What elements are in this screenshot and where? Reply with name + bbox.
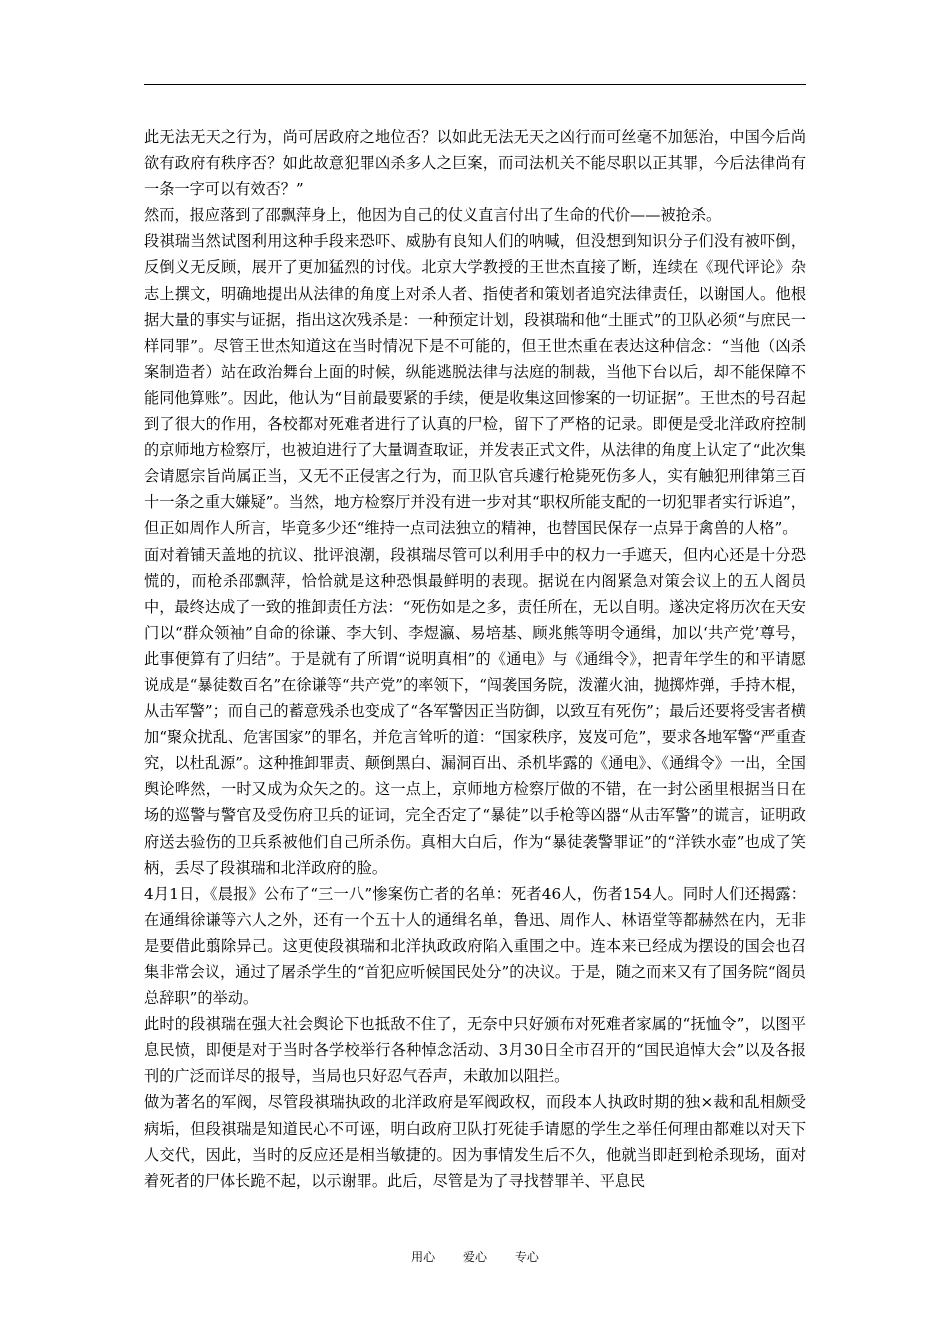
paragraph: 此时的段祺瑞在强大社会舆论下也抵敌不住了，无奈中只好颁布对死难者家属的“抚恤令”，以图平息民愤，即便是对于当时各学校举行各种悼念活动、3月30日全市召开的“国民追悼大会”以及各报刊的广泛而详尽的报导，当局也只好忍气吞声，未敢加以阻拦。 bbox=[144, 1015, 806, 1086]
footer-item: 爱心 bbox=[462, 1250, 487, 1264]
paragraph: 段祺瑞当然试图利用这种手段来恐吓、威胁有良知人们的呐喊，但没想到知识分子们没有被吓倒，反倒义无反顾，展开了更加猛烈的讨伐。北京大学教授的王世杰直接了断，连续在《现代评论》杂志上撰文，明确地提出从法律的角度上对杀人者、指使者和策划者追究法律责任，以谢国人。他根据大量的事实与证据，指出这次残杀是：一种预定计划，段祺瑞和他“土匪式”的卫队必须“与庶民一样同罪”。尽管王世杰知道这在当时情况下是不可能的，但王世杰重在表达这种信念：“当他（凶杀案制造者）站在政治舞台上面的时候，纵能逃脱法律与法庭的制裁，当他下台以后，却不能保障不能同他算账”。因此，他认为“目前最要紧的手续，便是收集这回惨案的一切证据”。王世杰的号召起到了很大的作用，各校都对死难者进行了认真的尸检，留下了严格的记录。即便是受北洋政府控制的京师地方检察厅，也被迫进行了大量调查取证，并发表正式文件，从法律的角度上认定了“此次集会请愿宗旨尚属正当，又无不正侵害之行为，而卫队官兵遽行枪毙死伤多人，实有触犯刑律第三百十一条之重大嫌疑”。当然，地方检察厅并没有进一步对其“职权所能支配的一切犯罪者实行诉追”，但正如周作人所言，毕竟多少还“维持一点司法独立的精神，也替国民保存一点异于禽兽的人格”。 bbox=[144, 232, 806, 538]
paragraph: 面对着铺天盖地的抗议、批评浪潮，段祺瑞尽管可以利用手中的权力一手遮天，但内心还是十分恐慌的，而枪杀邵飘萍，恰恰就是这种恐惧最鲜明的表现。据说在内阁紧急对策会议上的五人阁员中，最终达成了一致的推卸责任方法：“死伤如是之多，责任所在，无以自明。遂决定将历次在天安门以“群众领袖”自命的徐谦、李大钊、李煜瀛、易培基、顾兆熊等明令通缉，加以‘共产党’尊号，此事便算有了归结”。于是就有了所谓“说明真相”的《通电》与《通缉令》，把青年学生的和平请愿说成是“暴徒数百名”在徐谦等“共产党”的率领下，“闯袭国务院，泼灌火油，抛掷炸弹，手持木棍，从击军警”；而自己的蓄意残杀也变成了“各军警因正当防御，以致互有死伤”；最后还要将受害者横加“聚众扰乱、危害国家”的罪名，并危言耸听的道：“国家秩序，岌岌可危”，要求各地军警“严重查究，以杜乱源”。这种推卸罪责、颠倒黑白、漏洞百出、杀机毕露的《通电》、《通缉令》一出，全国舆论哗然，一时又成为众矢之的。这一点上，京师地方检察厅做的不错，在一封公函里根据当日在场的巡警与警官及受伤府卫兵的证词，完全否定了“暴徒”以手枪等凶器“从击军警”的谎言，证明政府送去验伤的卫兵系被他们自己所杀伤。真相大白后，作为“暴徒袭警罪证”的“洋铁水壶”也成了笑柄，丢尽了段祺瑞和北洋政府的脸。 bbox=[144, 545, 806, 877]
paragraph: 此无法无天之行为，尚可居政府之地位否？以如此无法无天之凶行而可丝毫不加惩治，中国今后尚欲有政府有秩序否？如此故意犯罪凶杀多人之巨案，而司法机关不能尽职以正其罪，今后法律尚有一条一字可以有效否？” bbox=[144, 128, 806, 199]
footer-item: 用心 bbox=[411, 1250, 436, 1264]
paragraph: 然而，报应落到了邵飘萍身上，他因为自己的仗义直言付出了生命的代价——被抢杀。 bbox=[144, 206, 722, 225]
paragraph: 4月1日，《晨报》公布了“三一八”惨案伤亡者的名单：死者46人，伤者154人。同时人们还揭露：在通缉徐谦等六人之外，还有一个五十人的通缉名单，鲁迅、周作人、林语堂等都赫然在内，无非是要借此翦除异己。这更使段祺瑞和北洋执政政府陷入重围之中。连本来已经成为摆设的国会也召集非常会议，通过了屠杀学生的“首犯应听候国民处分”的决议。于是，随之而来又有了国务院“阁员总辞职”的举动。 bbox=[144, 884, 806, 1008]
body-text bbox=[144, 124, 806, 1194]
footer-item: 专心 bbox=[514, 1250, 539, 1264]
page-footer bbox=[0, 1248, 950, 1265]
paragraph: 做为著名的军阀，尽管段祺瑞执政的北洋政府是军阀政权，而段本人执政时期的独×裁和乱相颇受病垢，但段祺瑞是知道民心不可诬，明白政府卫队打死徒手请愿的学生之举任何理由都难以对天下人交代，因此，当时的反应还是相当敏捷的。因为事情发生后不久，他就当即赶到枪杀现场，面对着死者的尸体长跪不起，以示谢罪。此后，尽管是为了寻找替罪羊、平息民 bbox=[144, 1093, 806, 1190]
header-rule bbox=[144, 84, 806, 85]
